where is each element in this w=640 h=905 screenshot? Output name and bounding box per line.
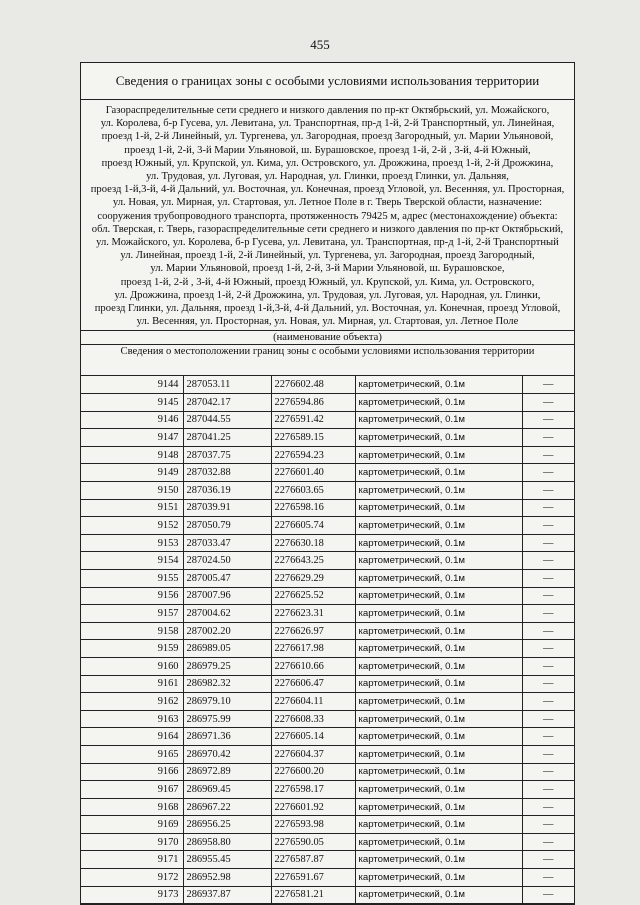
accuracy-dash: — [522, 552, 574, 570]
description-line: проезд 1-й, 2-й, 3-й Марии Ульяновой, ш. Бурашовское, проезд 1-й, 2-й , 3-й, 4-й Южный, [124, 144, 531, 156]
description-line: проезд 1-й, 2-й , 3-й, 4-й Южный, проезд Южный, ул. Крупской, ул. Кима, ул. Островского, [120, 276, 535, 288]
accuracy-dash: — [522, 710, 574, 728]
determination-method: картометрический, 0.1м [355, 675, 522, 693]
table-row [81, 640, 574, 658]
point-number: 9154 [81, 552, 183, 570]
table-row [81, 517, 574, 535]
table-row [81, 728, 574, 746]
coord-x: 286979.25 [183, 657, 271, 675]
coord-x: 286982.32 [183, 675, 271, 693]
table-row [81, 693, 574, 711]
coord-y: 2276623.31 [271, 605, 355, 623]
accuracy-dash: — [522, 394, 574, 412]
accuracy-dash: — [522, 376, 574, 393]
coordinates-table [81, 376, 574, 904]
point-number: 9170 [81, 833, 183, 851]
point-number: 9156 [81, 587, 183, 605]
table-row [81, 851, 574, 869]
table-row [81, 499, 574, 517]
determination-method: картометрический, 0.1м [355, 745, 522, 763]
description-line: проезд 1-й,3-й, 4-й Дальний, ул. Восточная, ул. Конечная, проезд Угловой, ул. Весенняя, ул. Просторная, [90, 184, 565, 196]
table-row [81, 552, 574, 570]
coord-x: 287050.79 [183, 517, 271, 535]
point-number: 9163 [81, 710, 183, 728]
table-row [81, 781, 574, 799]
description-line: ул. Новая, ул. Мирная, ул. Стартовая, ул. Летное Поле в г. Тверь Тверской области, назначение: [112, 197, 543, 209]
description-line: Газораспределительные сети среднего и низкого давления по пр-кт Октябрьский, ул. Можайского, [105, 105, 550, 116]
point-number: 9164 [81, 728, 183, 746]
accuracy-dash: — [522, 675, 574, 693]
determination-method: картометрический, 0.1м [355, 429, 522, 447]
determination-method: картометрический, 0.1м [355, 798, 522, 816]
table-row [81, 622, 574, 640]
coord-x: 287042.17 [183, 394, 271, 412]
coord-x: 287041.25 [183, 429, 271, 447]
point-number: 9160 [81, 657, 183, 675]
accuracy-dash: — [522, 693, 574, 711]
accuracy-dash: — [522, 833, 574, 851]
coord-x: 286952.98 [183, 869, 271, 887]
determination-method: картометрический, 0.1м [355, 693, 522, 711]
point-number: 9153 [81, 534, 183, 552]
coord-x: 287033.47 [183, 534, 271, 552]
point-number: 9165 [81, 745, 183, 763]
point-number: 9167 [81, 781, 183, 799]
coord-y: 2276594.23 [271, 446, 355, 464]
accuracy-dash: — [522, 605, 574, 623]
table-row [81, 605, 574, 623]
table-row [81, 869, 574, 887]
description-line: проезд Южный, ул. Крупской, ул. Кима, ул. Островского, ул. Дрожжина, проезд 1-й, 2-й Дрожжина, [101, 157, 554, 169]
coord-x: 287039.91 [183, 499, 271, 517]
coord-y: 2276643.25 [271, 552, 355, 570]
accuracy-dash: — [522, 622, 574, 640]
coord-y: 2276594.86 [271, 394, 355, 412]
coord-y: 2276603.65 [271, 482, 355, 500]
object-name-caption: (наименование объекта) [81, 331, 574, 345]
coord-x: 287032.88 [183, 464, 271, 482]
table-row [81, 394, 574, 412]
coord-x: 286972.89 [183, 763, 271, 781]
accuracy-dash: — [522, 534, 574, 552]
coord-x: 287007.96 [183, 587, 271, 605]
determination-method: картометрический, 0.1м [355, 728, 522, 746]
point-number: 9172 [81, 869, 183, 887]
description-line: проезд 1-й, 2-й Линейный, ул. Тургенева, ул. Загородная, проезд Загородный, ул. Марии Ульяновой, [101, 131, 554, 143]
determination-method: картометрический, 0.1м [355, 851, 522, 869]
page-number: 455 [310, 37, 330, 52]
coord-x: 286989.05 [183, 640, 271, 658]
determination-method: картометрический, 0.1м [355, 394, 522, 412]
coord-x: 286937.87 [183, 886, 271, 904]
description-line: ул. Линейная, проезд 1-й, 2-й Линейный, ул. Тургенева, ул. Загородная, проезд Загородный, [120, 250, 535, 262]
point-number: 9161 [81, 675, 183, 693]
coord-x: 287037.75 [183, 446, 271, 464]
coord-x: 287044.55 [183, 411, 271, 429]
table-row [81, 745, 574, 763]
determination-method: картометрический, 0.1м [355, 464, 522, 482]
accuracy-dash: — [522, 482, 574, 500]
table-row [81, 482, 574, 500]
determination-method: картометрический, 0.1м [355, 499, 522, 517]
coord-x: 287024.50 [183, 552, 271, 570]
table-row [81, 464, 574, 482]
table-row [81, 376, 574, 393]
coord-x: 287004.62 [183, 605, 271, 623]
object-description [81, 100, 574, 331]
point-number: 9148 [81, 446, 183, 464]
accuracy-dash: — [522, 869, 574, 887]
coord-y: 2276591.42 [271, 411, 355, 429]
description-line: ул. Трудовая, ул. Луговая, ул. Народная, ул. Глинки, проезд Глинки, ул. Дальняя, [146, 171, 509, 183]
coord-y: 2276587.87 [271, 851, 355, 869]
coord-y: 2276593.98 [271, 816, 355, 834]
point-number: 9149 [81, 464, 183, 482]
determination-method: картометрический, 0.1м [355, 605, 522, 623]
table-row [81, 657, 574, 675]
determination-method: картометрический, 0.1м [355, 816, 522, 834]
coord-y: 2276629.29 [271, 569, 355, 587]
determination-method: картометрический, 0.1м [355, 482, 522, 500]
determination-method: картометрический, 0.1м [355, 446, 522, 464]
description-line: ул. Дрожжина, проезд 1-й, 2-й Дрожжина, ул. Трудовая, ул. Луговая, ул. Народная, ул. Глинки, [114, 289, 541, 301]
coord-y: 2276608.33 [271, 710, 355, 728]
accuracy-dash: — [522, 640, 574, 658]
point-number: 9147 [81, 429, 183, 447]
determination-method: картометрический, 0.1м [355, 833, 522, 851]
determination-method: картометрический, 0.1м [355, 763, 522, 781]
point-number: 9150 [81, 482, 183, 500]
point-number: 9159 [81, 640, 183, 658]
coord-x: 286955.45 [183, 851, 271, 869]
table-row [81, 411, 574, 429]
table-row [81, 710, 574, 728]
accuracy-dash: — [522, 499, 574, 517]
description-line: сооружения трубопроводного транспорта, протяженность 79425 м, адрес (местонахождение) объекта: [97, 210, 558, 222]
table-row [81, 886, 574, 904]
point-number: 9157 [81, 605, 183, 623]
description-line: ул. Весенняя, ул. Просторная, ул. Новая, ул. Мирная, ул. Стартовая, ул. Летное Поле [136, 316, 519, 328]
accuracy-dash: — [522, 657, 574, 675]
determination-method: картометрический, 0.1м [355, 517, 522, 535]
accuracy-dash: — [522, 816, 574, 834]
accuracy-dash: — [522, 411, 574, 429]
coord-y: 2276590.05 [271, 833, 355, 851]
determination-method: картометрический, 0.1м [355, 411, 522, 429]
coord-x: 286979.10 [183, 693, 271, 711]
coord-x: 286975.99 [183, 710, 271, 728]
accuracy-dash: — [522, 569, 574, 587]
determination-method: картометрический, 0.1м [355, 781, 522, 799]
point-number: 9144 [81, 376, 183, 393]
coord-y: 2276604.37 [271, 745, 355, 763]
coord-y: 2276598.16 [271, 499, 355, 517]
determination-method: картометрический, 0.1м [355, 886, 522, 904]
accuracy-dash: — [522, 745, 574, 763]
coord-x: 287005.47 [183, 569, 271, 587]
table-row [81, 446, 574, 464]
document-title: Сведения о границах зоны с особыми условиями использования территории [81, 63, 574, 100]
coord-x: 286970.42 [183, 745, 271, 763]
coord-y: 2276602.48 [271, 376, 355, 393]
table-row [81, 833, 574, 851]
determination-method: картометрический, 0.1м [355, 657, 522, 675]
point-number: 9151 [81, 499, 183, 517]
coord-y: 2276601.92 [271, 798, 355, 816]
coord-y: 2276610.66 [271, 657, 355, 675]
table-row [81, 816, 574, 834]
coord-y: 2276605.74 [271, 517, 355, 535]
point-number: 9152 [81, 517, 183, 535]
coord-x: 286969.45 [183, 781, 271, 799]
accuracy-dash: — [522, 429, 574, 447]
coord-y: 2276604.11 [271, 693, 355, 711]
description-line: обл. Тверская, г. Тверь, газораспределительные сети среднего и низкого давления по пр-кт Октябрьский, [91, 223, 564, 235]
coord-y: 2276625.52 [271, 587, 355, 605]
determination-method: картометрический, 0.1м [355, 869, 522, 887]
coord-y: 2276591.67 [271, 869, 355, 887]
point-number: 9168 [81, 798, 183, 816]
coord-y: 2276617.98 [271, 640, 355, 658]
determination-method: картометрический, 0.1м [355, 569, 522, 587]
accuracy-dash: — [522, 464, 574, 482]
coord-x: 286971.36 [183, 728, 271, 746]
coord-y: 2276630.18 [271, 534, 355, 552]
point-number: 9162 [81, 693, 183, 711]
point-number: 9158 [81, 622, 183, 640]
coord-y: 2276600.20 [271, 763, 355, 781]
point-number: 9173 [81, 886, 183, 904]
location-section-title: Сведения о местоположении границ зоны с особыми условиями использования территории [81, 345, 574, 376]
table-row [81, 429, 574, 447]
description-line: проезд Глинки, ул. Дальняя, проезд 1-й,3-й, 4-й Дальний, ул. Восточная, ул. Конечная, проезд Угловой, [94, 303, 561, 315]
accuracy-dash: — [522, 446, 574, 464]
accuracy-dash: — [522, 517, 574, 535]
point-number: 9145 [81, 394, 183, 412]
determination-method: картометрический, 0.1м [355, 640, 522, 658]
point-number: 9169 [81, 816, 183, 834]
coord-x: 286967.22 [183, 798, 271, 816]
table-row [81, 798, 574, 816]
determination-method: картометрический, 0.1м [355, 710, 522, 728]
accuracy-dash: — [522, 763, 574, 781]
table-row [81, 763, 574, 781]
description-line: ул. Можайского, ул. Королева, б-р Гусева, ул. Левитана, ул. Транспортная, пр-д 1-й, 2-й Транспортный [96, 237, 559, 249]
determination-method: картометрический, 0.1м [355, 552, 522, 570]
coord-x: 287002.20 [183, 622, 271, 640]
description-line: ул. Королева, б-р Гусева, ул. Левитана, ул. Транспортная, пр-д 1-й, 2-й Транспортный, ул. Линейная, [100, 118, 555, 130]
determination-method: картометрический, 0.1м [355, 622, 522, 640]
coord-x: 287053.11 [183, 376, 271, 393]
coord-y: 2276589.15 [271, 429, 355, 447]
coord-x: 286958.80 [183, 833, 271, 851]
determination-method: картометрический, 0.1м [355, 587, 522, 605]
coord-y: 2276626.97 [271, 622, 355, 640]
determination-method: картометрический, 0.1м [355, 376, 522, 393]
coord-y: 2276598.17 [271, 781, 355, 799]
accuracy-dash: — [522, 851, 574, 869]
point-number: 9155 [81, 569, 183, 587]
point-number: 9166 [81, 763, 183, 781]
coord-x: 287036.19 [183, 482, 271, 500]
determination-method: картометрический, 0.1м [355, 534, 522, 552]
coord-y: 2276606.47 [271, 675, 355, 693]
coord-y: 2276601.40 [271, 464, 355, 482]
description-line: ул. Марии Ульяновой, проезд 1-й, 2-й, 3-й Марии Ульяновой, ш. Бурашовское, [150, 263, 505, 275]
table-row [81, 569, 574, 587]
coord-y: 2276581.21 [271, 886, 355, 904]
zone-boundary-document [80, 62, 575, 905]
accuracy-dash: — [522, 798, 574, 816]
coord-y: 2276605.14 [271, 728, 355, 746]
table-row [81, 587, 574, 605]
coord-x: 286956.25 [183, 816, 271, 834]
accuracy-dash: — [522, 728, 574, 746]
table-row [81, 675, 574, 693]
accuracy-dash: — [522, 587, 574, 605]
point-number: 9171 [81, 851, 183, 869]
table-row [81, 534, 574, 552]
point-number: 9146 [81, 411, 183, 429]
accuracy-dash: — [522, 781, 574, 799]
accuracy-dash: — [522, 886, 574, 904]
